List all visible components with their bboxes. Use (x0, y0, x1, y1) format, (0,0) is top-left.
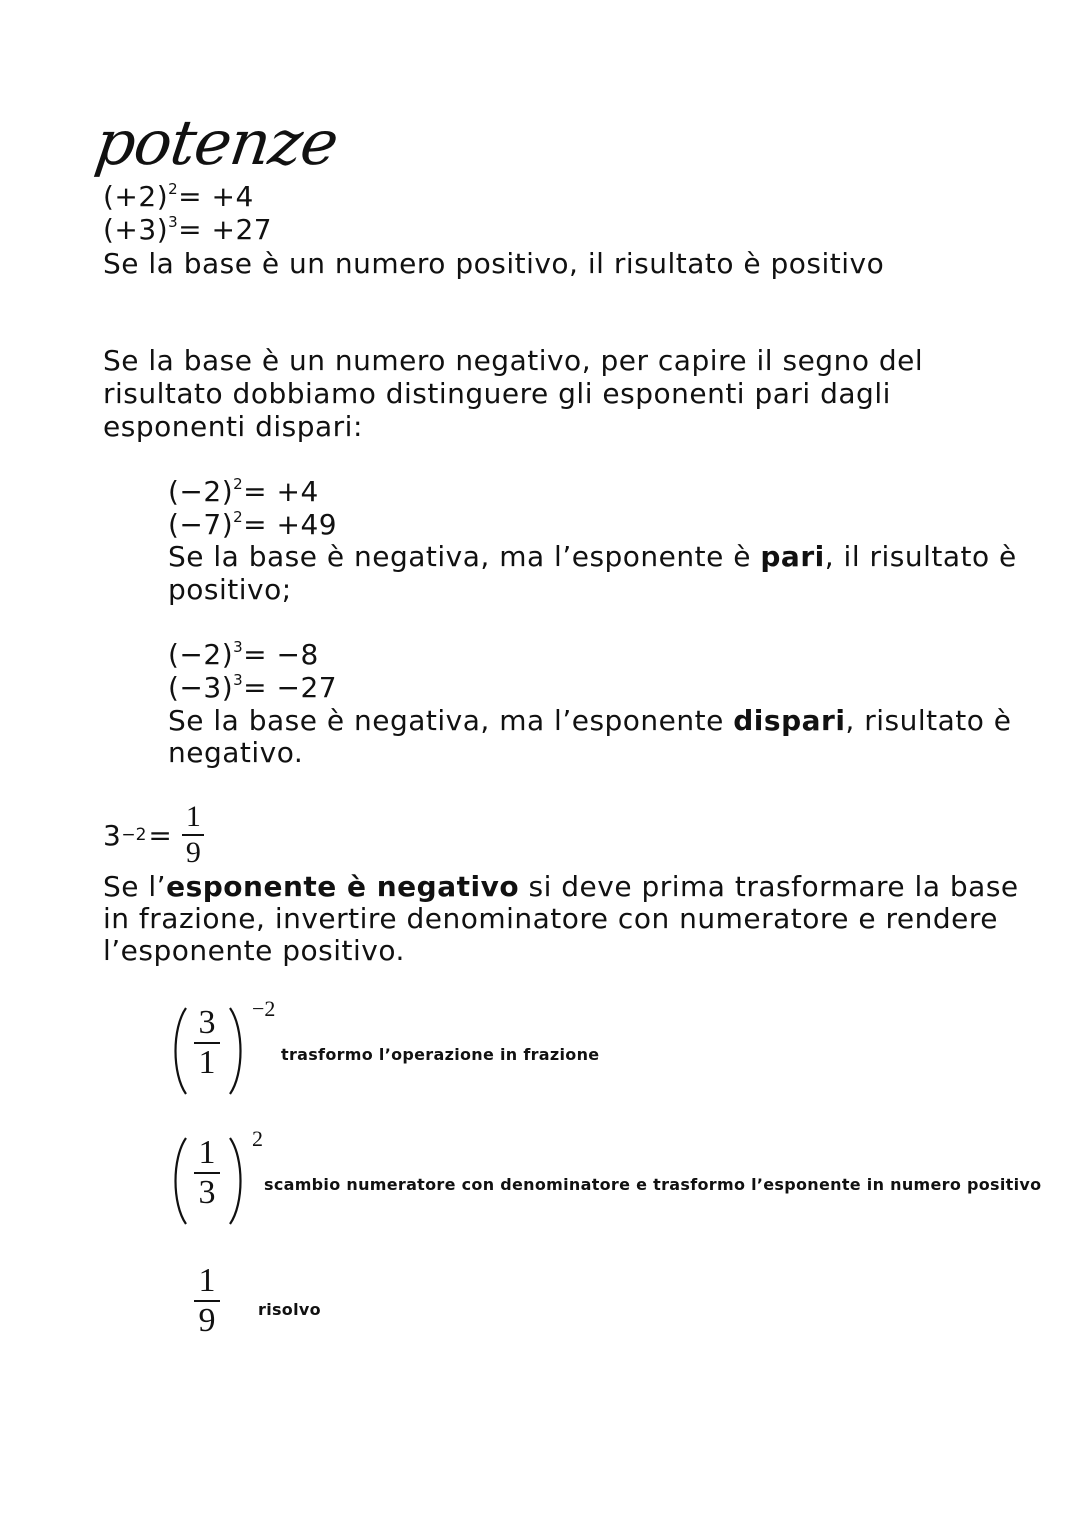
even-example-2: $(-7)^2= +49$ (168, 508, 338, 541)
negative-exponent-rule-line-2: in frazione, invertire denominatore con numeratore e rendere (103, 902, 999, 935)
step-3-note: risolvo (258, 1300, 321, 1319)
negative-exponent-fraction: $\frac{1}{9}$ (182, 800, 204, 870)
right-parenthesis (228, 1006, 246, 1096)
positive-example-1: $(+2)^2= +4$ (103, 180, 254, 213)
positive-example-2: $(+3)^3= +27$ (103, 213, 273, 246)
step-1-exponent: −2 (252, 996, 276, 1021)
even-example-1: $(-2)^2= +4$ (168, 475, 319, 508)
step-2-exponent: 2 (252, 1126, 263, 1151)
positive-rule: Se la base è un numero positivo, il risultato è positivo (103, 247, 885, 280)
negative-exponent-rule: Se l’esponente è negativo si deve prima trasformare la base (103, 870, 1019, 903)
negative-intro-line-1: Se la base è un numero negativo, per capire il segno del (103, 344, 924, 377)
negative-exponent-formula: 3 −2 = $\frac{1}{9}$ (103, 797, 204, 873)
odd-rule-line-2: negativo. (168, 736, 304, 769)
step-1-note: trasformo l’operazione in frazione (281, 1045, 600, 1064)
even-rule-line-2: positivo; (168, 573, 292, 606)
step-2-note: scambio numeratore con denominatore e trasformo l’esponente in numero positivo (264, 1175, 1042, 1194)
odd-example-1: $(-2)^3= -8$ (168, 638, 319, 671)
left-parenthesis (170, 1006, 188, 1096)
left-parenthesis (170, 1136, 188, 1226)
right-parenthesis (228, 1136, 246, 1226)
step-2-fraction: 1 3 (194, 1134, 220, 1212)
step-3-fraction: 1 9 (194, 1262, 220, 1340)
negative-intro-line-3: esponenti dispari: (103, 410, 363, 443)
even-rule: Se la base è negativa, ma l’esponente è pari, il risultato è (168, 540, 1017, 573)
step-1-fraction: 3 1 (194, 1004, 220, 1082)
step-1-expression (170, 998, 280, 1098)
negative-intro-line-2: risultato dobbiamo distinguere gli esponenti pari dagli (103, 377, 891, 410)
negative-exponent-rule-line-3: l’esponente positivo. (103, 934, 405, 967)
odd-example-2: $(-3)^3= -27$ (168, 671, 338, 704)
page-title: potenze (90, 106, 343, 179)
odd-rule: Se la base è negativa, ma l’esponente dispari, risultato è (168, 704, 1012, 737)
